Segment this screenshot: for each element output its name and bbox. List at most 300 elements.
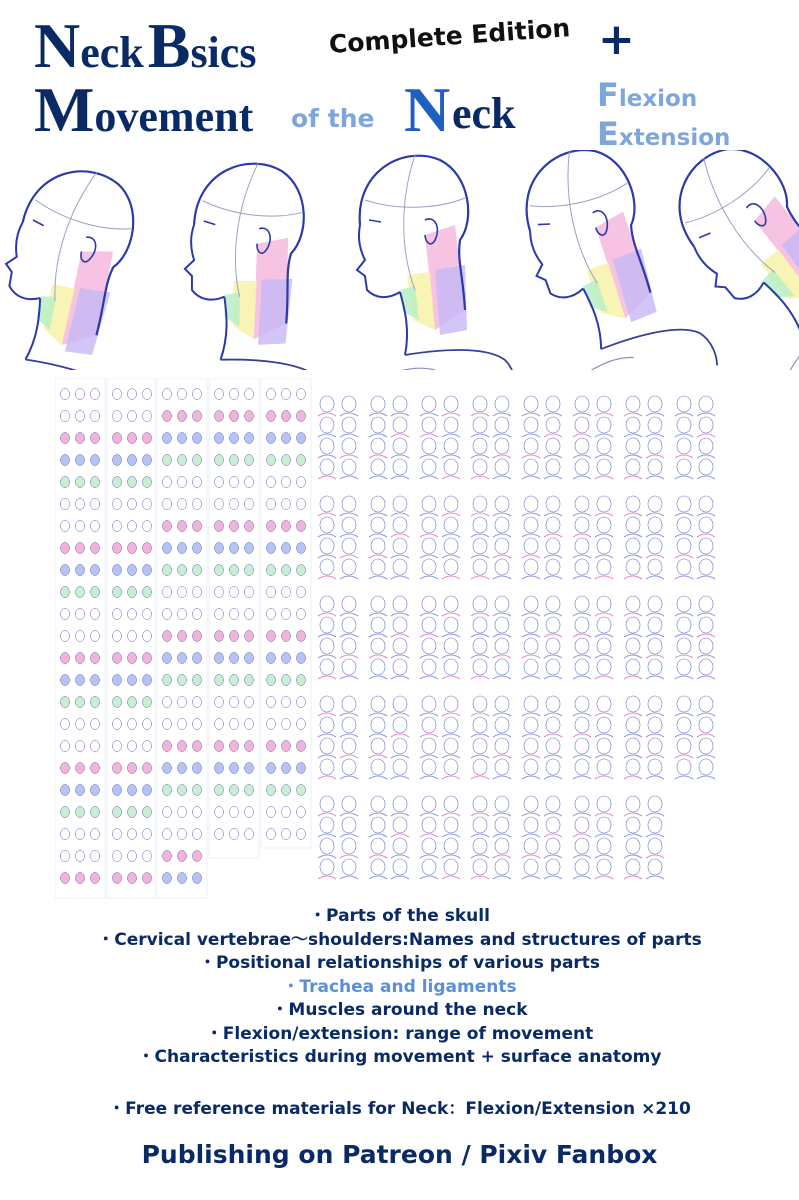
sketch-thumb bbox=[648, 859, 662, 875]
sketch-shoulder bbox=[420, 413, 438, 416]
sketch-thumb bbox=[626, 638, 640, 654]
sketch-thumb bbox=[575, 417, 589, 433]
sketch-shoulder bbox=[573, 413, 591, 416]
sketch-shoulder bbox=[522, 755, 540, 758]
sketch-thumb bbox=[143, 763, 152, 774]
sketch-thumb bbox=[546, 617, 560, 633]
sketch-shoulder bbox=[471, 534, 489, 537]
plus-sign: + bbox=[598, 14, 635, 65]
sketch-shoulder bbox=[340, 634, 358, 637]
sketch-thumb bbox=[342, 459, 356, 475]
sketch-thumb bbox=[178, 675, 187, 686]
sketch-shoulder bbox=[318, 855, 336, 858]
sketch-shoulder bbox=[493, 634, 511, 637]
sketch-thumb bbox=[677, 538, 691, 554]
sketch-shoulder bbox=[493, 613, 511, 616]
sketch-shoulder bbox=[544, 455, 562, 458]
sketch-shoulder bbox=[369, 413, 387, 416]
sketch-shoulder bbox=[624, 476, 642, 479]
sketch-thumb bbox=[163, 565, 172, 576]
sketch-shoulder bbox=[369, 634, 387, 637]
sketch-shoulder bbox=[646, 576, 664, 579]
sketch-thumb bbox=[342, 496, 356, 512]
sketch-shoulder bbox=[573, 713, 591, 716]
title-letter-b: B bbox=[147, 10, 191, 81]
sketch-shoulder bbox=[522, 576, 540, 579]
sketch-shoulder bbox=[442, 576, 460, 579]
sketch-thumb bbox=[648, 659, 662, 675]
title-movement bbox=[34, 74, 254, 145]
sketch-thumb bbox=[371, 817, 385, 833]
sketch-shoulder bbox=[646, 813, 664, 816]
sketch-thumb bbox=[113, 785, 122, 796]
sketch-thumb bbox=[215, 543, 224, 554]
sketch-shoulder bbox=[595, 555, 613, 558]
sketch-thumb bbox=[626, 517, 640, 533]
sketch-thumb bbox=[626, 717, 640, 733]
sketch-shoulder bbox=[595, 534, 613, 537]
sketch-thumb bbox=[215, 455, 224, 466]
sketch-thumb bbox=[193, 543, 202, 554]
sketch-shoulder bbox=[471, 676, 489, 679]
sketch-thumb bbox=[320, 417, 334, 433]
sketch-thumb bbox=[143, 587, 152, 598]
sketch-thumb bbox=[699, 659, 713, 675]
sketch-thumb bbox=[178, 785, 187, 796]
sketch-thumb bbox=[495, 459, 509, 475]
sketch-shoulder bbox=[573, 555, 591, 558]
sketch-thumb bbox=[320, 596, 334, 612]
sketch-thumb bbox=[422, 759, 436, 775]
sketch-thumb bbox=[524, 596, 538, 612]
sketch-thumb bbox=[297, 763, 306, 774]
sketch-shoulder bbox=[646, 534, 664, 537]
sketch-thumb bbox=[422, 738, 436, 754]
sketch-thumb bbox=[495, 817, 509, 833]
sketch-shoulder bbox=[646, 755, 664, 758]
sketch-thumb bbox=[626, 596, 640, 612]
sketch-thumb bbox=[575, 817, 589, 833]
sketch-thumb bbox=[626, 859, 640, 875]
sketch-shoulder bbox=[573, 834, 591, 837]
sketch-shoulder bbox=[318, 534, 336, 537]
sketch-shoulder bbox=[391, 476, 409, 479]
sketch-thumb bbox=[648, 459, 662, 475]
sketch-thumb bbox=[320, 538, 334, 554]
sketch-thumb bbox=[320, 817, 334, 833]
sketch-thumb bbox=[163, 433, 172, 444]
sketch-thumb bbox=[597, 596, 611, 612]
sketch-thumb bbox=[473, 696, 487, 712]
sketch-thumb bbox=[282, 653, 291, 664]
sketch-shoulder bbox=[369, 834, 387, 837]
sketch-thumb bbox=[76, 763, 85, 774]
sketch-thumb bbox=[193, 653, 202, 664]
sketch-shoulder bbox=[646, 834, 664, 837]
sketch-thumb bbox=[524, 738, 538, 754]
sketch-shoulder bbox=[369, 876, 387, 879]
sketch-shoulder bbox=[573, 855, 591, 858]
sketch-shoulder bbox=[442, 713, 460, 716]
sketch-shoulder bbox=[522, 434, 540, 437]
sketch-thumb bbox=[648, 417, 662, 433]
sketch-thumb bbox=[524, 617, 538, 633]
sketch-shoulder bbox=[624, 776, 642, 779]
sketch-thumb bbox=[546, 438, 560, 454]
sketch-shoulder bbox=[391, 434, 409, 437]
sketch-thumb bbox=[473, 559, 487, 575]
sketch-thumb bbox=[626, 459, 640, 475]
sketch-thumb bbox=[444, 396, 458, 412]
sketch-thumb bbox=[143, 697, 152, 708]
sketch-thumb bbox=[524, 438, 538, 454]
sketch-thumb bbox=[215, 631, 224, 642]
sketch-thumb bbox=[597, 417, 611, 433]
sketch-shoulder bbox=[493, 855, 511, 858]
sketch-thumb bbox=[91, 807, 100, 818]
sketch-shoulder bbox=[391, 876, 409, 879]
sketch-thumb bbox=[113, 543, 122, 554]
sketch-thumb bbox=[215, 521, 224, 532]
sketch-thumb bbox=[648, 396, 662, 412]
sketch-thumb bbox=[546, 796, 560, 812]
sketch-thumb bbox=[546, 638, 560, 654]
sketch-shoulder bbox=[420, 834, 438, 837]
sketch-shoulder bbox=[340, 834, 358, 837]
sketch-thumb bbox=[473, 838, 487, 854]
sketch-thumb bbox=[699, 617, 713, 633]
sketch-shoulder bbox=[471, 755, 489, 758]
sketch-shoulder bbox=[340, 876, 358, 879]
sketch-shoulder bbox=[544, 555, 562, 558]
sketch-shoulder bbox=[340, 776, 358, 779]
feature-item: ・Flexion/extension: range of movement bbox=[205, 1023, 594, 1044]
sketch-thumb bbox=[297, 785, 306, 796]
sketch-shoulder bbox=[369, 855, 387, 858]
sketch-thumb bbox=[626, 396, 640, 412]
sketch-shoulder bbox=[697, 534, 715, 537]
sketch-shoulder bbox=[471, 513, 489, 516]
sketch-shoulder bbox=[646, 476, 664, 479]
sketch-shoulder bbox=[493, 555, 511, 558]
sketch-shoulder bbox=[442, 813, 460, 816]
sketch-thumb bbox=[113, 455, 122, 466]
sketch-thumb bbox=[524, 459, 538, 475]
sketch-thumb bbox=[61, 477, 70, 488]
sketch-thumb bbox=[495, 796, 509, 812]
sketch-shoulder bbox=[369, 734, 387, 737]
sketch-shoulder bbox=[493, 776, 511, 779]
sketch-shoulder bbox=[595, 576, 613, 579]
sketch-thumb bbox=[61, 543, 70, 554]
sketch-thumb bbox=[230, 675, 239, 686]
sketch-thumb bbox=[677, 638, 691, 654]
sketch-shoulder bbox=[697, 613, 715, 616]
sketch-shoulder bbox=[675, 634, 693, 637]
sketch-thumb bbox=[282, 741, 291, 752]
sketch-shoulder bbox=[595, 513, 613, 516]
sketch-thumb bbox=[677, 738, 691, 754]
sketch-shoulder bbox=[340, 555, 358, 558]
sketch-thumb bbox=[473, 638, 487, 654]
sketch-thumb bbox=[677, 696, 691, 712]
sketch-shoulder bbox=[369, 555, 387, 558]
sketch-thumb bbox=[230, 631, 239, 642]
sketch-thumb bbox=[422, 596, 436, 612]
sketch-thumb bbox=[444, 559, 458, 575]
sketch-shoulder bbox=[340, 713, 358, 716]
sketch-thumb bbox=[393, 459, 407, 475]
sketch-thumb bbox=[524, 759, 538, 775]
sketch-shoulder bbox=[471, 876, 489, 879]
sketch-thumb bbox=[575, 717, 589, 733]
sketch-shoulder bbox=[442, 876, 460, 879]
sketch-shoulder bbox=[369, 813, 387, 816]
sketch-shoulder bbox=[493, 534, 511, 537]
sketch-thumb bbox=[297, 741, 306, 752]
sketch-shoulder bbox=[493, 434, 511, 437]
sketch-thumb bbox=[648, 796, 662, 812]
sketch-thumb bbox=[473, 738, 487, 754]
sketch-thumb bbox=[546, 417, 560, 433]
sketch-shoulder bbox=[369, 776, 387, 779]
sketch-thumb bbox=[524, 859, 538, 875]
sketch-thumb bbox=[113, 675, 122, 686]
sketch-thumb bbox=[143, 873, 152, 884]
sketch-thumb bbox=[444, 759, 458, 775]
sketch-shoulder bbox=[624, 576, 642, 579]
sketch-thumb bbox=[422, 459, 436, 475]
sketch-thumb bbox=[113, 653, 122, 664]
sketch-shoulder bbox=[595, 676, 613, 679]
sketch-shoulder bbox=[471, 476, 489, 479]
sketch-shoulder bbox=[646, 634, 664, 637]
sketch-thumb bbox=[245, 631, 254, 642]
sketch-shoulder bbox=[442, 613, 460, 616]
sketch-shoulder bbox=[420, 513, 438, 516]
sketch-shoulder bbox=[675, 534, 693, 537]
sketch-shoulder bbox=[318, 876, 336, 879]
sketch-shoulder bbox=[646, 413, 664, 416]
sketch-thumb bbox=[61, 587, 70, 598]
sketch-thumb bbox=[444, 859, 458, 875]
sketch-thumb bbox=[128, 873, 137, 884]
sketch-thumb bbox=[699, 417, 713, 433]
head-sketch-1 bbox=[0, 154, 193, 370]
title-word-sics: sics bbox=[190, 28, 257, 77]
sketch-thumb bbox=[495, 417, 509, 433]
sketch-shoulder bbox=[471, 813, 489, 816]
sketch-thumb bbox=[575, 459, 589, 475]
sketch-shoulder bbox=[340, 413, 358, 416]
sketch-shoulder bbox=[544, 576, 562, 579]
sketch-shoulder bbox=[493, 676, 511, 679]
sketch-thumb bbox=[76, 697, 85, 708]
sketch-thumb bbox=[597, 659, 611, 675]
sketch-shoulder bbox=[646, 513, 664, 516]
sketch-thumb bbox=[626, 817, 640, 833]
sketch-thumb bbox=[297, 653, 306, 664]
sketch-thumb bbox=[230, 785, 239, 796]
sketch-shoulder bbox=[493, 876, 511, 879]
sketch-shoulder bbox=[573, 813, 591, 816]
sketch-shoulder bbox=[493, 655, 511, 658]
sketch-shoulder bbox=[544, 613, 562, 616]
sketch-shoulder bbox=[522, 534, 540, 537]
sketch-thumb bbox=[444, 596, 458, 612]
sketch-shoulder bbox=[369, 755, 387, 758]
sketch-shoulder bbox=[318, 434, 336, 437]
sketch-shoulder bbox=[573, 755, 591, 758]
sketch-shoulder bbox=[675, 455, 693, 458]
sketch-thumb bbox=[393, 559, 407, 575]
sketch-thumb bbox=[422, 659, 436, 675]
sketch-shoulder bbox=[595, 476, 613, 479]
sketch-shoulder bbox=[697, 555, 715, 558]
sketch-thumb bbox=[91, 433, 100, 444]
sketch-thumb bbox=[422, 517, 436, 533]
sketch-thumb bbox=[677, 596, 691, 612]
title-letter-m: M bbox=[34, 74, 95, 145]
sketch-thumb bbox=[473, 438, 487, 454]
sketch-thumb bbox=[282, 565, 291, 576]
sketch-thumb bbox=[267, 565, 276, 576]
sketch-thumb bbox=[524, 817, 538, 833]
sketch-thumb bbox=[626, 796, 640, 812]
sketch-shoulder bbox=[624, 555, 642, 558]
sketch-shoulder bbox=[573, 876, 591, 879]
sketch-thumb bbox=[626, 496, 640, 512]
sketch-shoulder bbox=[595, 755, 613, 758]
sketch-shoulder bbox=[544, 476, 562, 479]
sketch-thumb bbox=[91, 763, 100, 774]
sketch-thumb bbox=[320, 796, 334, 812]
sketch-shoulder bbox=[697, 634, 715, 637]
sketch-shoulder bbox=[544, 655, 562, 658]
sketch-thumb bbox=[178, 851, 187, 862]
sketch-thumb bbox=[597, 796, 611, 812]
head-sketch-5 bbox=[653, 150, 799, 370]
sketch-thumb bbox=[495, 438, 509, 454]
sketch-thumb bbox=[320, 859, 334, 875]
sketch-shoulder bbox=[675, 413, 693, 416]
sketch-shoulder bbox=[318, 734, 336, 737]
sketch-shoulder bbox=[624, 855, 642, 858]
sketch-thumb bbox=[422, 496, 436, 512]
sketch-shoulder bbox=[471, 713, 489, 716]
sketch-shoulder bbox=[624, 613, 642, 616]
sketch-thumb bbox=[342, 438, 356, 454]
sketch-thumb bbox=[230, 521, 239, 532]
sketch-shoulder bbox=[646, 676, 664, 679]
sketch-thumb bbox=[163, 653, 172, 664]
sketch-shoulder bbox=[544, 755, 562, 758]
sketch-thumb bbox=[163, 785, 172, 796]
sketch-thumb bbox=[282, 455, 291, 466]
title-of-the: of the bbox=[291, 104, 375, 133]
sketch-thumb bbox=[163, 675, 172, 686]
sketch-thumb bbox=[76, 873, 85, 884]
sketch-thumb bbox=[267, 631, 276, 642]
sketch-shoulder bbox=[675, 576, 693, 579]
sketch-shoulder bbox=[369, 455, 387, 458]
sketch-thumb bbox=[193, 851, 202, 862]
sketch-thumb bbox=[178, 653, 187, 664]
sketch-thumb bbox=[267, 653, 276, 664]
sketch-thumb bbox=[648, 759, 662, 775]
sketch-thumb bbox=[648, 538, 662, 554]
sketch-shoulder bbox=[391, 534, 409, 537]
sketch-thumb bbox=[282, 763, 291, 774]
sketch-thumb bbox=[178, 455, 187, 466]
sketch-shoulder bbox=[369, 434, 387, 437]
sketch-shoulder bbox=[471, 655, 489, 658]
sketch-thumb bbox=[178, 565, 187, 576]
sketch-shoulder bbox=[646, 434, 664, 437]
sketch-thumb bbox=[495, 659, 509, 675]
sketch-thumb bbox=[575, 538, 589, 554]
sketch-shoulder bbox=[471, 734, 489, 737]
sketch-shoulder bbox=[340, 434, 358, 437]
sketch-thumb bbox=[699, 538, 713, 554]
sketch-thumb bbox=[230, 565, 239, 576]
sketch-thumb bbox=[297, 675, 306, 686]
sketch-thumb bbox=[393, 817, 407, 833]
sketch-shoulder bbox=[442, 855, 460, 858]
sketch-shoulder bbox=[624, 813, 642, 816]
sketch-shoulder bbox=[391, 613, 409, 616]
sketch-thumb bbox=[626, 738, 640, 754]
sketch-shoulder bbox=[471, 555, 489, 558]
sketch-thumb bbox=[245, 675, 254, 686]
sketch-thumb bbox=[282, 675, 291, 686]
sketch-thumb bbox=[597, 696, 611, 712]
sketch-shoulder bbox=[318, 513, 336, 516]
extension-rest: xtension bbox=[618, 125, 731, 151]
sketch-shoulder bbox=[420, 476, 438, 479]
sketch-thumb bbox=[193, 741, 202, 752]
sketch-shoulder bbox=[522, 813, 540, 816]
sketch-thumb bbox=[371, 617, 385, 633]
sketch-thumb bbox=[128, 675, 137, 686]
sketch-thumb bbox=[648, 738, 662, 754]
sketch-thumb bbox=[626, 659, 640, 675]
sketch-thumb bbox=[163, 851, 172, 862]
sketch-shoulder bbox=[493, 476, 511, 479]
sketch-shoulder bbox=[340, 676, 358, 679]
sketch-thumb bbox=[495, 517, 509, 533]
sketch-thumb bbox=[193, 521, 202, 532]
sketch-thumb bbox=[193, 631, 202, 642]
sketch-shoulder bbox=[340, 755, 358, 758]
sketch-thumb bbox=[163, 411, 172, 422]
sketch-shoulder bbox=[442, 476, 460, 479]
sketch-shoulder bbox=[522, 713, 540, 716]
sketch-thumb bbox=[91, 565, 100, 576]
sketch-thumb bbox=[546, 817, 560, 833]
sketch-thumb bbox=[524, 396, 538, 412]
sketch-thumb bbox=[215, 433, 224, 444]
sketch-shoulder bbox=[522, 834, 540, 837]
sketch-shoulder bbox=[442, 676, 460, 679]
sketch-thumb bbox=[297, 521, 306, 532]
sketch-shoulder bbox=[318, 755, 336, 758]
sketch-thumb bbox=[371, 659, 385, 675]
sketch-shoulder bbox=[595, 634, 613, 637]
sketch-thumb bbox=[371, 396, 385, 412]
sketch-thumb bbox=[320, 617, 334, 633]
sketch-thumb bbox=[677, 659, 691, 675]
